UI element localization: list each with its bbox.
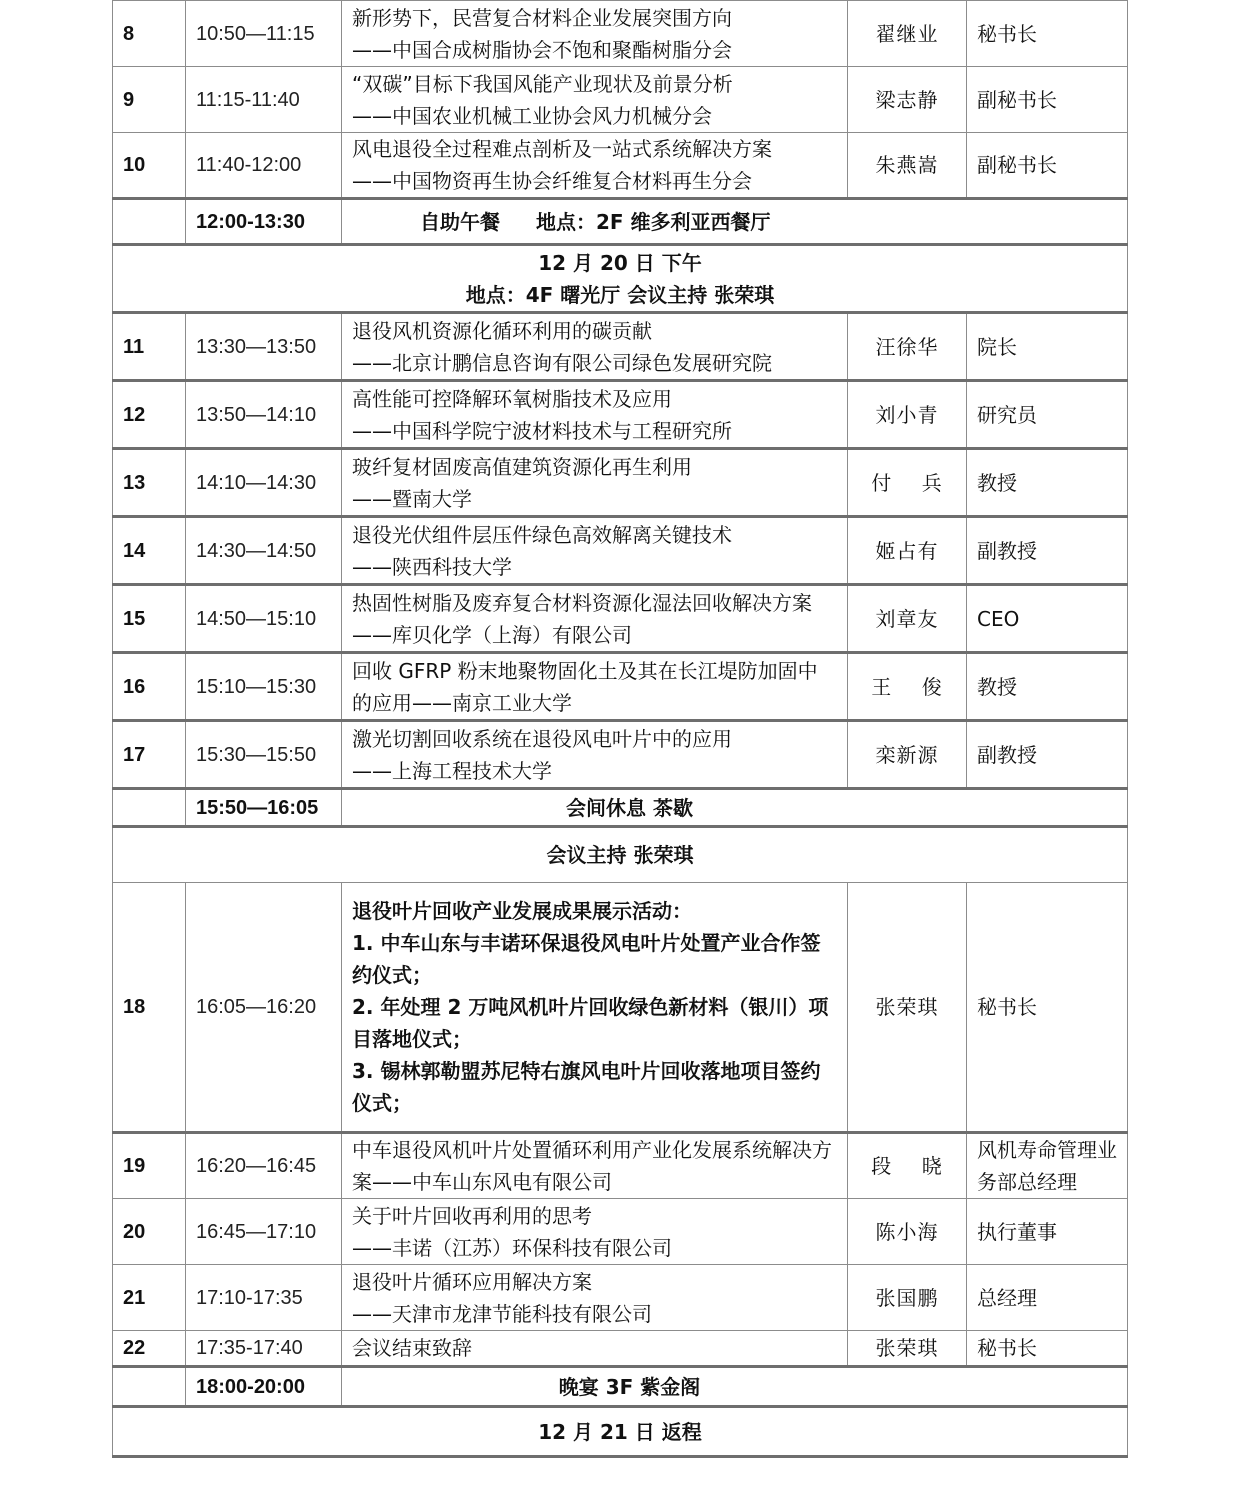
session-time: 16:05—16:20 <box>186 883 342 1133</box>
lunch-info <box>342 199 1128 245</box>
session-number: 12 <box>113 381 186 449</box>
signing-heading: 退役叶片回收产业发展成果展示活动： <box>352 899 692 923</box>
speaker-name: 汪徐华 <box>848 313 967 381</box>
speaker-role: 教授 <box>967 653 1128 721</box>
table-row <box>113 585 1128 653</box>
section-header <box>113 827 1128 883</box>
table-row <box>113 67 1128 133</box>
speaker-role: 副教授 <box>967 517 1128 585</box>
speaker-role: 秘书长 <box>967 1331 1128 1367</box>
table-row <box>113 133 1128 199</box>
session-number: 19 <box>113 1133 186 1199</box>
table-row <box>113 1331 1128 1367</box>
session-topic <box>342 721 848 789</box>
speaker-name: 刘章友 <box>848 585 967 653</box>
session-number: 15 <box>113 585 186 653</box>
speaker-role: 秘书长 <box>967 883 1128 1133</box>
speaker-name: 王 俊 <box>848 653 967 721</box>
dinner-label: 晚宴 3F 紫金阁 <box>342 1367 1128 1407</box>
speaker-name: 朱燕嵩 <box>848 133 967 199</box>
lunch-row <box>113 199 1128 245</box>
topic-organization: ——天津市龙津节能科技有限公司 <box>352 1301 652 1326</box>
speaker-role: 院长 <box>967 313 1128 381</box>
speaker-role: 风机寿命管理业务部总经理 <box>967 1133 1128 1199</box>
speaker-name: 翟继业 <box>848 1 967 67</box>
session-topic <box>342 313 848 381</box>
speaker-role: 副秘书长 <box>967 133 1128 199</box>
speaker-name: 陈小海 <box>848 1199 967 1265</box>
speaker-name: 姬占有 <box>848 517 967 585</box>
session-time: 13:30—13:50 <box>186 313 342 381</box>
tea-break-row <box>113 789 1128 827</box>
topic-organization: ——中国物资再生协会纤维复合材料再生分会 <box>352 169 752 193</box>
table-row <box>113 653 1128 721</box>
session-topic <box>342 67 848 133</box>
afternoon-date: 12 月 20 日 下午 <box>538 250 702 275</box>
session-number: 21 <box>113 1265 186 1331</box>
topic-organization: ——丰诺（江苏）环保科技有限公司 <box>352 1235 672 1260</box>
session-time: 17:35-17:40 <box>186 1331 342 1367</box>
topic-organization: ——中国农业机械工业协会风力机械分会 <box>352 103 712 128</box>
session-number: 11 <box>113 313 186 381</box>
session-time: 15:10—15:30 <box>186 653 342 721</box>
topic-title: 新形势下，民营复合材料企业发展突围方向 <box>352 5 732 30</box>
signing-item: 2. 年处理 2 万吨风机叶片回收绿色新材料（银川）项目落地仪式； <box>352 995 829 1051</box>
session-topic <box>342 517 848 585</box>
session-topic <box>342 381 848 449</box>
speaker-role: 执行董事 <box>967 1199 1128 1265</box>
topic-organization: ——北京计鹏信息咨询有限公司绿色发展研究院 <box>352 350 772 375</box>
session-time: 11:40-12:00 <box>186 133 342 199</box>
empty-cell <box>113 789 186 827</box>
topic-title: 退役叶片循环应用解决方案 <box>352 1269 592 1294</box>
topic-organization: ——中国合成树脂协会不饱和聚酯树脂分会 <box>352 37 732 62</box>
session-number: 18 <box>113 883 186 1133</box>
session-number: 10 <box>113 133 186 199</box>
speaker-role: 秘书长 <box>967 1 1128 67</box>
session-number: 20 <box>113 1199 186 1265</box>
session-topic <box>342 1265 848 1331</box>
speaker-role: 教授 <box>967 449 1128 517</box>
section-header <box>113 245 1128 313</box>
table-row <box>113 1265 1128 1331</box>
session-topic <box>342 1 848 67</box>
lunch-label: 自助午餐 <box>420 209 500 234</box>
speaker-name: 刘小青 <box>848 381 967 449</box>
speaker-role: 副教授 <box>967 721 1128 789</box>
table-row <box>113 721 1128 789</box>
lunch-location: 地点：2F 维多利亚西餐厅 <box>536 209 771 234</box>
session-time: 14:30—14:50 <box>186 517 342 585</box>
signing-item: 3. 锡林郭勒盟苏尼特右旗风电叶片回收落地项目签约仪式； <box>352 1059 821 1115</box>
session-time: 14:10—14:30 <box>186 449 342 517</box>
speaker-name: 梁志静 <box>848 67 967 133</box>
session-time: 16:45—17:10 <box>186 1199 342 1265</box>
session-topic <box>342 883 848 1133</box>
speaker-role: 总经理 <box>967 1265 1128 1331</box>
topic-organization: ——暨南大学 <box>352 486 472 511</box>
return-day: 12 月 21 日 返程 <box>113 1407 1128 1457</box>
speaker-role: CEO <box>967 585 1128 653</box>
agenda-table <box>112 0 1128 1458</box>
dinner-time: 18:00-20:00 <box>186 1367 342 1407</box>
table-row <box>113 1199 1128 1265</box>
topic-organization: ——陕西科技大学 <box>352 554 512 579</box>
afternoon-header <box>113 245 1128 313</box>
session-time: 16:20—16:45 <box>186 1133 342 1199</box>
empty-cell <box>113 199 186 245</box>
dinner-row <box>113 1367 1128 1407</box>
speaker-name: 付 兵 <box>848 449 967 517</box>
topic-title: 关于叶片回收再利用的思考 <box>352 1203 592 1228</box>
tea-break-time: 15:50—16:05 <box>186 789 342 827</box>
session-number: 14 <box>113 517 186 585</box>
session-number: 22 <box>113 1331 186 1367</box>
session-number: 16 <box>113 653 186 721</box>
topic-title: 激光切割回收系统在退役风电叶片中的应用 <box>352 726 732 751</box>
table-row <box>113 449 1128 517</box>
session-time: 11:15-11:40 <box>186 67 342 133</box>
topic-title: 风电退役全过程难点剖析及一站式系统解决方案 <box>352 137 772 161</box>
section-header <box>113 1407 1128 1457</box>
session-topic: 中车退役风机叶片处置循环利用产业化发展系统解决方案——中车山东风电有限公司 <box>342 1133 848 1199</box>
session-time: 15:30—15:50 <box>186 721 342 789</box>
topic-organization: ——中国科学院宁波材料技术与工程研究所 <box>352 418 732 443</box>
session-topic: 热固性树脂及废弃复合材料资源化湿法回收解决方案——库贝化学（上海）有限公司 <box>342 585 848 653</box>
speaker-role: 研究员 <box>967 381 1128 449</box>
signing-item: 1. 中车山东与丰诺环保退役风电叶片处置产业合作签约仪式； <box>352 931 821 987</box>
speaker-role: 副秘书长 <box>967 67 1128 133</box>
session-number: 9 <box>113 67 186 133</box>
speaker-name: 张荣琪 <box>848 883 967 1133</box>
table-row <box>113 1 1128 67</box>
host-header: 会议主持 张荣琪 <box>113 827 1128 883</box>
session-topic: 回收 GFRP 粉末地聚物固化土及其在长江堤防加固中的应用——南京工业大学 <box>342 653 848 721</box>
table-row <box>113 1133 1128 1199</box>
session-number: 17 <box>113 721 186 789</box>
session-time: 14:50—15:10 <box>186 585 342 653</box>
session-number: 13 <box>113 449 186 517</box>
session-time: 17:10-17:35 <box>186 1265 342 1331</box>
session-time: 13:50—14:10 <box>186 381 342 449</box>
lunch-time: 12:00-13:30 <box>186 199 342 245</box>
topic-title: 玻纤复材固废高值建筑资源化再生利用 <box>352 454 692 479</box>
speaker-name: 张国鹏 <box>848 1265 967 1331</box>
table-row <box>113 517 1128 585</box>
afternoon-venue-host: 地点：4F 曙光厅 会议主持 张荣琪 <box>465 282 775 307</box>
tea-break-label: 会间休息 茶歇 <box>342 789 1128 827</box>
speaker-name: 张荣琪 <box>848 1331 967 1367</box>
table-row <box>113 883 1128 1133</box>
topic-title: “双碳”目标下我国风能产业现状及前景分析 <box>352 71 733 96</box>
topic-title: 退役光伏组件层压件绿色高效解离关键技术 <box>352 522 732 547</box>
session-time: 10:50—11:15 <box>186 1 342 67</box>
table-row <box>113 381 1128 449</box>
session-topic <box>342 133 848 199</box>
topic-title: 高性能可控降解环氧树脂技术及应用 <box>352 386 672 411</box>
session-topic: 会议结束致辞 <box>342 1331 848 1367</box>
table-row <box>113 313 1128 381</box>
session-topic <box>342 449 848 517</box>
topic-organization: ——上海工程技术大学 <box>352 758 552 783</box>
speaker-name: 段 晓 <box>848 1133 967 1199</box>
empty-cell <box>113 1367 186 1407</box>
session-number: 8 <box>113 1 186 67</box>
speaker-name: 栾新源 <box>848 721 967 789</box>
topic-title: 退役风机资源化循环利用的碳贡献 <box>352 318 652 343</box>
session-topic <box>342 1199 848 1265</box>
